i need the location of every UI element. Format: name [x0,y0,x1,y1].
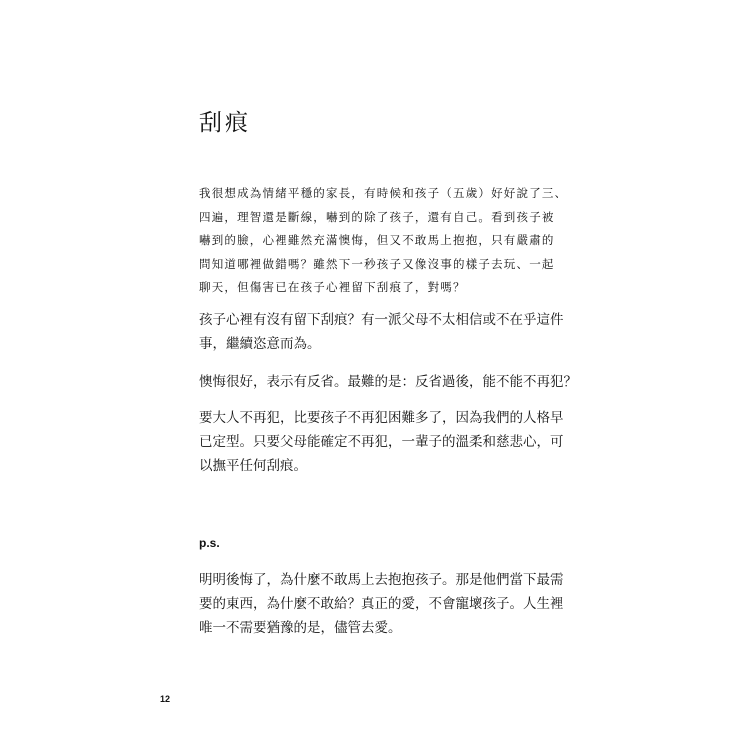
reader-question [199,182,567,300]
paragraph-line: 已定型。只要父母能確定不再犯，一輩子的溫柔和慈悲心，可 [199,434,564,450]
paragraph-line: 事，繼續恣意而為。 [199,336,321,352]
question-line: 四遍，理智還是斷線，嚇到的除了孩子，還有自己。看到孩子被 [199,209,555,224]
paragraph-line: 懊悔很好，表示有反省。最難的是：反省過後，能不能不再犯？ [199,374,577,390]
ps-paragraph [199,568,564,640]
paragraph-line: 要大人不再犯，比要孩子不再犯困難多了，因為我們的人格早 [199,410,564,426]
page-number: 12 [160,694,171,704]
question-line: 聊天，但傷害已在孩子心裡留下刮痕了，對嗎？ [199,280,466,294]
paragraph-line: 要的東西，為什麼不敢給？真正的愛，不會寵壞孩子。人生裡 [199,596,564,612]
answer-paragraph-2 [199,370,577,394]
paragraph-line: 明明後悔了，為什麼不敢馬上去抱抱孩子。那是他們當下最需 [199,572,564,588]
paragraph-line: 唯一不需要猶豫的是，儘管去愛。 [199,620,402,636]
ps-label: p.s. [199,536,220,550]
chapter-title: 刮痕 [199,110,251,136]
paragraph-line: 孩子心裡有沒有留下刮痕？有一派父母不太相信或不在乎這件 [199,312,564,328]
paragraph-line: 以撫平任何刮痕。 [199,458,307,474]
question-line: 嚇到的臉，心裡雖然充滿懊悔，但又不敢馬上抱抱，只有嚴肅的 [199,233,555,247]
question-line: 我很想成為情緒平穩的家長，有時候和孩子（五歲）好好說了三、 [199,186,568,200]
answer-paragraph-3 [199,406,564,478]
question-line: 問知道哪裡做錯嗎？雖然下一秒孩子又像沒事的樣子去玩、一起 [199,256,555,271]
answer-paragraph-1 [199,308,564,356]
